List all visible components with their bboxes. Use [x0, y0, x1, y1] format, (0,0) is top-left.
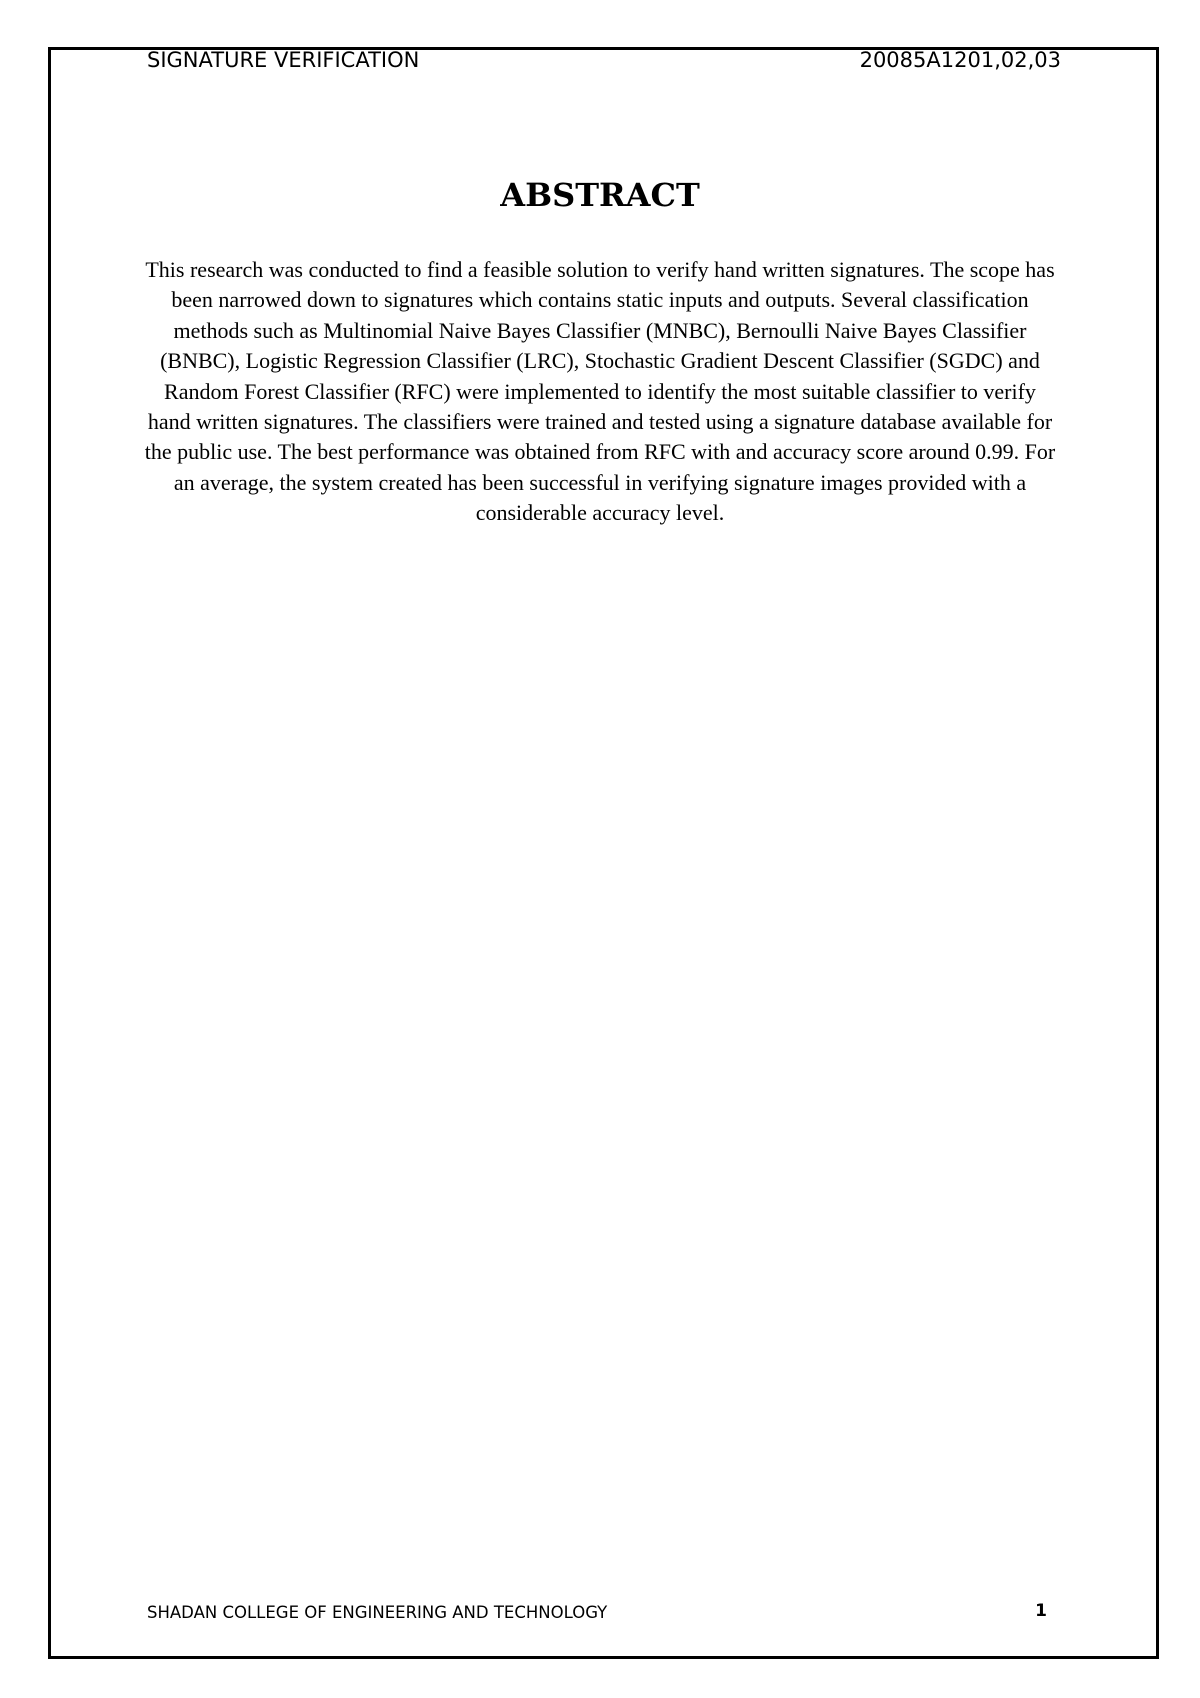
footer-institution: SHADAN COLLEGE OF ENGINEERING AND TECHNOLOGY	[147, 1603, 608, 1622]
page-number: 1	[1035, 1601, 1047, 1621]
header-title: SIGNATURE VERIFICATION	[147, 48, 420, 72]
abstract-paragraph: This research was conducted to find a feasible solution to verify hand written signatures. The scope has been narrowed down to signatures which contains static inputs and outputs. Several classification methods such as Multinomial Naive Bayes Classifier (MNBC), Bernoulli Naive Bayes Classifier (BNBC), Logistic Regression Classifier (LRC), Stochastic Gradient Descent Classifier (SGDC) and Random Forest Classifier (RFC) were implemented to identify the most suitable classifier to verify hand written signatures. The classifiers were trained and tested using a signature database available for the public use. The best performance was obtained from RFC with and accuracy score around 0.99. For an average, the system created has been successful in verifying signature images provided with a considerable accuracy level.	[144, 257, 1056, 526]
header-roll-numbers: 20085A1201,02,03	[859, 48, 1061, 72]
abstract-heading: ABSTRACT	[500, 176, 700, 214]
